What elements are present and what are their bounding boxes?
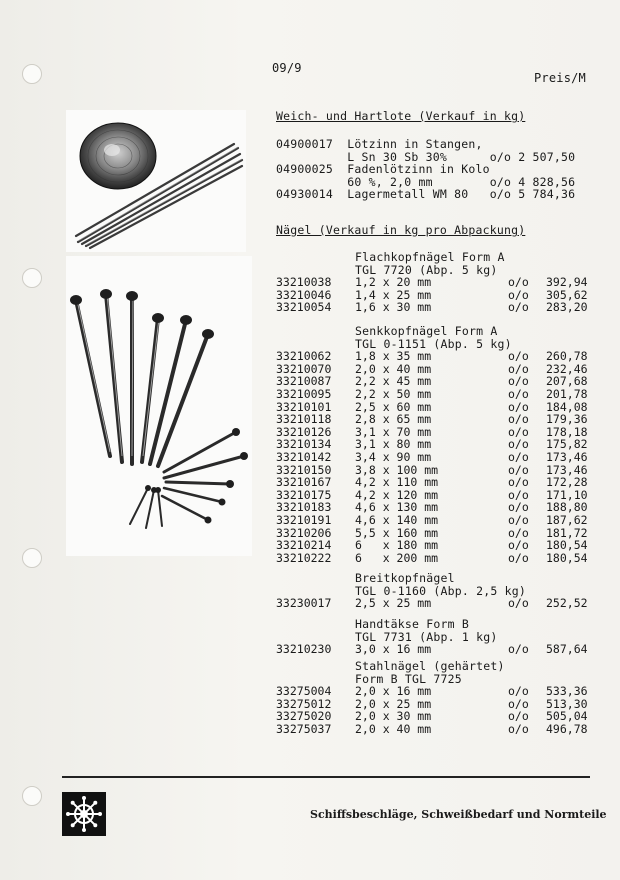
row-size: 4,6 x 140 mm — [355, 513, 439, 527]
row-unit: o/o — [508, 349, 529, 364]
row-size: 4,2 x 110 mm — [355, 475, 439, 490]
row-unit: o/o — [508, 437, 529, 452]
group-heading: Stahlnägel (gehärtet) — [355, 659, 505, 673]
row-code: 33275004 — [276, 684, 332, 699]
row-code: 33210175 — [276, 487, 332, 502]
row-unit: o/o — [508, 287, 529, 302]
group-heading: Breitkopfnägel — [355, 571, 455, 585]
row-price: 181,72 — [546, 525, 588, 540]
row-price: 180,54 — [546, 538, 588, 553]
row-unit: o/o — [508, 550, 529, 565]
row-unit: o/o — [508, 538, 529, 553]
row-code: 33210126 — [276, 424, 332, 439]
footer-rule — [62, 776, 590, 778]
row-unit: o/o — [508, 696, 529, 711]
row-unit: o/o — [508, 596, 529, 611]
row-code: 33210062 — [276, 349, 332, 364]
row-size: 2,2 x 45 mm — [355, 374, 432, 389]
row-code: 33210046 — [276, 287, 332, 302]
nails-photo — [66, 256, 252, 556]
row-code: 33210150 — [276, 462, 332, 477]
row-price: 173,46 — [546, 462, 588, 477]
row-code: 33210118 — [276, 412, 332, 427]
row-price: 260,78 — [546, 349, 588, 364]
row-price: 179,36 — [546, 412, 588, 427]
page-number: 09/9 — [272, 61, 302, 75]
row-size: 2,8 x 65 mm — [355, 412, 432, 427]
row-code: 33275012 — [276, 696, 332, 711]
row-size: 1,6 x 30 mm — [355, 300, 432, 315]
group-heading: Form B TGL 7725 — [355, 671, 462, 686]
row-size: 4,2 x 120 mm — [355, 487, 439, 502]
row-price: 587,64 — [546, 642, 588, 657]
group-heading: TGL 7731 (Abp. 1 kg) — [355, 629, 498, 644]
ship-wheel-icon — [62, 792, 106, 836]
row-unit: o/o — [508, 387, 529, 401]
row-size: 2,2 x 50 mm — [355, 387, 432, 401]
row-unit: o/o — [508, 684, 529, 699]
row-unit: o/o — [508, 374, 529, 389]
row-size: 2,5 x 25 mm — [355, 596, 432, 611]
group-heading: TGL 0-1160 (Abp. 2,5 kg) — [355, 583, 526, 598]
row-price: 496,78 — [546, 722, 588, 736]
solder-wire-photo — [66, 110, 246, 252]
footer-text: Schiffsbeschläge, Schweißbedarf und Normteile — [310, 808, 607, 821]
row-unit: o/o — [508, 525, 529, 540]
row-code: 33275037 — [276, 722, 332, 736]
row-price: 513,30 — [546, 696, 588, 711]
row-price: 188,80 — [546, 500, 588, 515]
row-unit: o/o — [508, 709, 529, 724]
row-unit: o/o — [508, 399, 529, 414]
row-price: 392,94 — [546, 275, 588, 290]
row-code: 33210054 — [276, 300, 332, 315]
row-code: 33210095 — [276, 387, 332, 401]
row-price: 201,78 — [546, 387, 588, 401]
group-heading: TGL 7720 (Abp. 5 kg) — [355, 262, 498, 277]
row-size: 3,1 x 80 mm — [355, 437, 432, 452]
solder-line: L Sn 30 Sb 30% o/o 2 507,50 — [276, 149, 576, 164]
row-code: 33210087 — [276, 374, 332, 389]
punch-hole — [22, 548, 42, 568]
row-unit: o/o — [508, 450, 529, 464]
row-code: 33275020 — [276, 709, 332, 724]
row-price: 533,36 — [546, 684, 588, 699]
row-price: 178,18 — [546, 424, 588, 439]
row-unit: o/o — [508, 513, 529, 527]
row-code: 33230017 — [276, 596, 332, 611]
row-unit: o/o — [508, 462, 529, 477]
row-size: 2,0 x 40 mm — [355, 361, 432, 376]
punch-hole — [22, 64, 42, 84]
row-code: 33210101 — [276, 399, 332, 414]
row-price: 232,46 — [546, 361, 588, 376]
row-code: 33210070 — [276, 361, 332, 376]
punch-hole — [22, 268, 42, 288]
row-code: 33210206 — [276, 525, 332, 540]
row-size: 6 x 180 mm — [355, 538, 439, 553]
row-price: 187,62 — [546, 513, 588, 527]
row-price: 305,62 — [546, 287, 588, 302]
row-size: 2,0 x 30 mm — [355, 709, 432, 724]
row-price: 172,28 — [546, 475, 588, 490]
row-price: 252,52 — [546, 596, 588, 611]
row-size: 3,1 x 70 mm — [355, 424, 432, 439]
row-unit: o/o — [508, 412, 529, 427]
nails-section-title: Nägel (Verkauf in kg pro Abpackung) — [276, 223, 526, 237]
row-size: 4,6 x 130 mm — [355, 500, 439, 515]
row-price: 173,46 — [546, 450, 588, 464]
row-price: 207,68 — [546, 374, 588, 389]
group-heading: Handtäkse Form B — [355, 617, 469, 631]
row-size: 1,2 x 20 mm — [355, 275, 432, 290]
row-code: 33210214 — [276, 538, 332, 553]
punch-hole — [22, 786, 42, 806]
row-size: 3,0 x 16 mm — [355, 642, 432, 657]
row-unit: o/o — [508, 361, 529, 376]
row-code: 33210230 — [276, 642, 332, 657]
price-column-label: Preis/M — [534, 71, 586, 85]
row-code: 33210038 — [276, 275, 332, 290]
row-size: 2,0 x 25 mm — [355, 696, 432, 711]
solder-line: 04930014 Lagermetall WM 80 o/o 5 784,36 — [276, 187, 576, 202]
row-unit: o/o — [508, 424, 529, 439]
row-code: 33210134 — [276, 437, 332, 452]
row-price: 283,20 — [546, 300, 588, 315]
row-price: 184,08 — [546, 399, 588, 414]
row-code: 33210167 — [276, 475, 332, 490]
row-size: 2,0 x 40 mm — [355, 722, 432, 736]
row-code: 33210191 — [276, 513, 332, 527]
group-heading: TGL 0-1151 (Abp. 5 kg) — [355, 336, 512, 351]
row-unit: o/o — [508, 722, 529, 736]
row-price: 180,54 — [546, 550, 588, 565]
row-size: 2,5 x 60 mm — [355, 399, 432, 414]
row-price: 505,04 — [546, 709, 588, 724]
row-unit: o/o — [508, 642, 529, 657]
row-code: 33210222 — [276, 550, 332, 565]
row-code: 33210142 — [276, 450, 332, 464]
row-unit: o/o — [508, 275, 529, 290]
row-unit: o/o — [508, 487, 529, 502]
row-code: 33210183 — [276, 500, 332, 515]
row-unit: o/o — [508, 500, 529, 515]
group-heading: Flachkopfnägel Form A — [355, 250, 505, 264]
group-heading: Senkkopfnägel Form A — [355, 324, 498, 338]
row-size: 3,8 x 100 mm — [355, 462, 439, 477]
row-unit: o/o — [508, 300, 529, 315]
solder-line: 04900017 Lötzinn in Stangen, — [276, 137, 483, 151]
row-size: 2,0 x 16 mm — [355, 684, 432, 699]
row-size: 6 x 200 mm — [355, 550, 439, 565]
solder-line: 04900025 Fadenlötzinn in Kolo — [276, 162, 490, 177]
solder-line: 60 %, 2,0 mm o/o 4 828,56 — [276, 174, 576, 189]
row-size: 3,4 x 90 mm — [355, 450, 432, 464]
row-price: 175,82 — [546, 437, 588, 452]
solder-section-title: Weich- und Hartlote (Verkauf in kg) — [276, 109, 526, 123]
row-unit: o/o — [508, 475, 529, 490]
row-size: 5,5 x 160 mm — [355, 525, 439, 540]
row-size: 1,4 x 25 mm — [355, 287, 432, 302]
row-size: 1,8 x 35 mm — [355, 349, 432, 364]
row-price: 171,10 — [546, 487, 588, 502]
